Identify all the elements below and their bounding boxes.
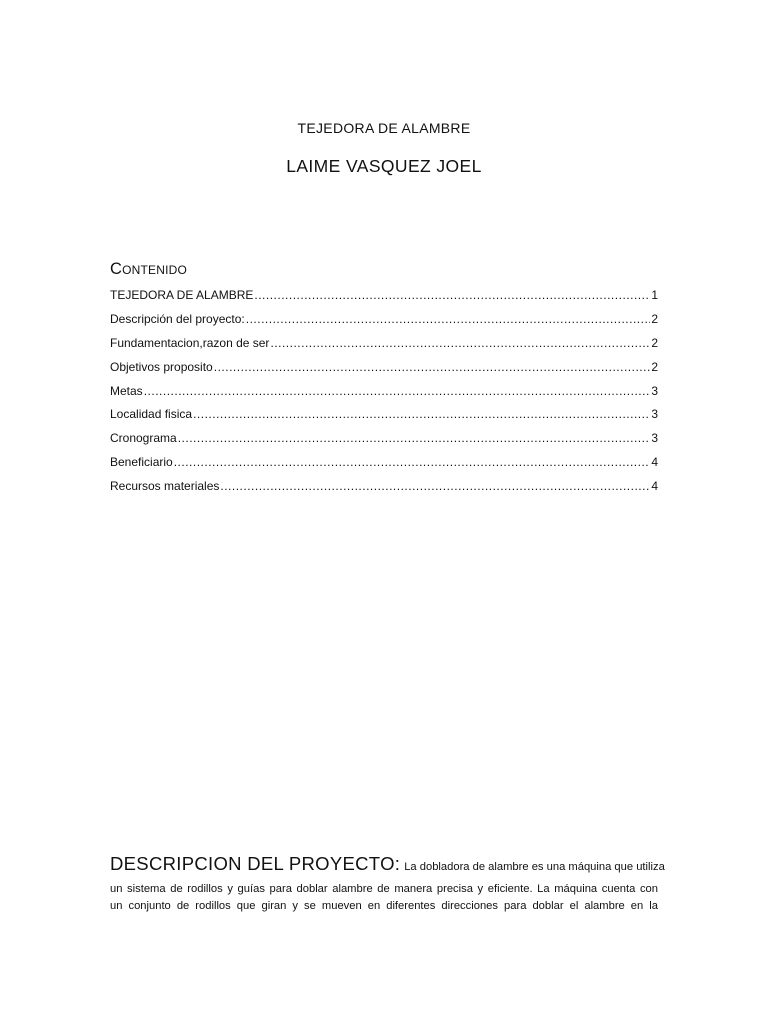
toc-heading: Contenido	[110, 260, 188, 278]
toc-leader-dots	[220, 479, 650, 493]
toc-leader-dots	[193, 407, 650, 421]
toc-leader-dots	[178, 431, 651, 445]
toc-entry[interactable]	[110, 455, 658, 479]
toc-entry[interactable]	[110, 312, 658, 336]
toc-entry[interactable]	[110, 479, 658, 503]
toc-leader-dots	[214, 360, 651, 374]
section-heading: DESCRIPCION DEL PROYECTO:	[110, 853, 401, 874]
document-title: TEJEDORA DE ALAMBRE	[297, 120, 471, 136]
toc-leader-dots	[254, 288, 650, 302]
toc-entry-page: 3	[651, 407, 658, 422]
document-author: LAIME VASQUEZ JOEL	[286, 156, 482, 176]
paragraph-line: un sistema de rodillos y guías para doblar alambre de manera precisa y eficiente. La máquina cuenta con	[110, 883, 658, 895]
toc-leader-dots	[270, 336, 650, 350]
toc-entry-label: Objetivos proposito	[110, 359, 213, 374]
toc-entry-label: Cronograma	[110, 431, 177, 446]
toc-entry-page: 2	[651, 311, 658, 326]
toc-entry[interactable]	[110, 360, 658, 384]
toc-entry-label: Localidad fisica	[110, 407, 193, 422]
toc-entry[interactable]	[110, 336, 658, 360]
toc-entry-page: 1	[651, 288, 658, 302]
paragraph-text: La dobladora de alambre es una máquina que utiliza	[404, 861, 665, 873]
toc-entry-page: 4	[651, 479, 658, 494]
toc-entry[interactable]	[110, 288, 658, 312]
toc-leader-dots	[144, 384, 651, 398]
toc-entry-page: 2	[651, 335, 658, 350]
description-first-line	[110, 850, 665, 881]
paragraph-line: un conjunto de rodillos que giran y se mueven en diferentes direcciones para doblar el alambre en la	[110, 900, 658, 912]
toc-entry-label: Descripción del proyecto:	[110, 311, 245, 326]
toc-entry[interactable]	[110, 431, 658, 455]
table-of-contents	[110, 288, 658, 503]
toc-entry-label: Metas	[110, 383, 143, 398]
toc-entry-label: Fundamentacion,razon de ser	[110, 335, 270, 350]
toc-leader-dots	[246, 312, 651, 326]
toc-entry-page: 4	[651, 455, 658, 470]
description-section	[110, 850, 665, 915]
toc-entry[interactable]	[110, 407, 658, 431]
toc-entry[interactable]	[110, 384, 658, 408]
toc-entry-page: 3	[651, 383, 658, 398]
toc-entry-label: TEJEDORA DE ALAMBRE	[110, 288, 254, 302]
toc-entry-page: 2	[651, 359, 658, 374]
toc-entry-label: Recursos materiales	[110, 479, 220, 494]
toc-leader-dots	[174, 455, 651, 469]
toc-entry-page: 3	[651, 431, 658, 446]
toc-entry-label: Beneficiario	[110, 455, 173, 470]
